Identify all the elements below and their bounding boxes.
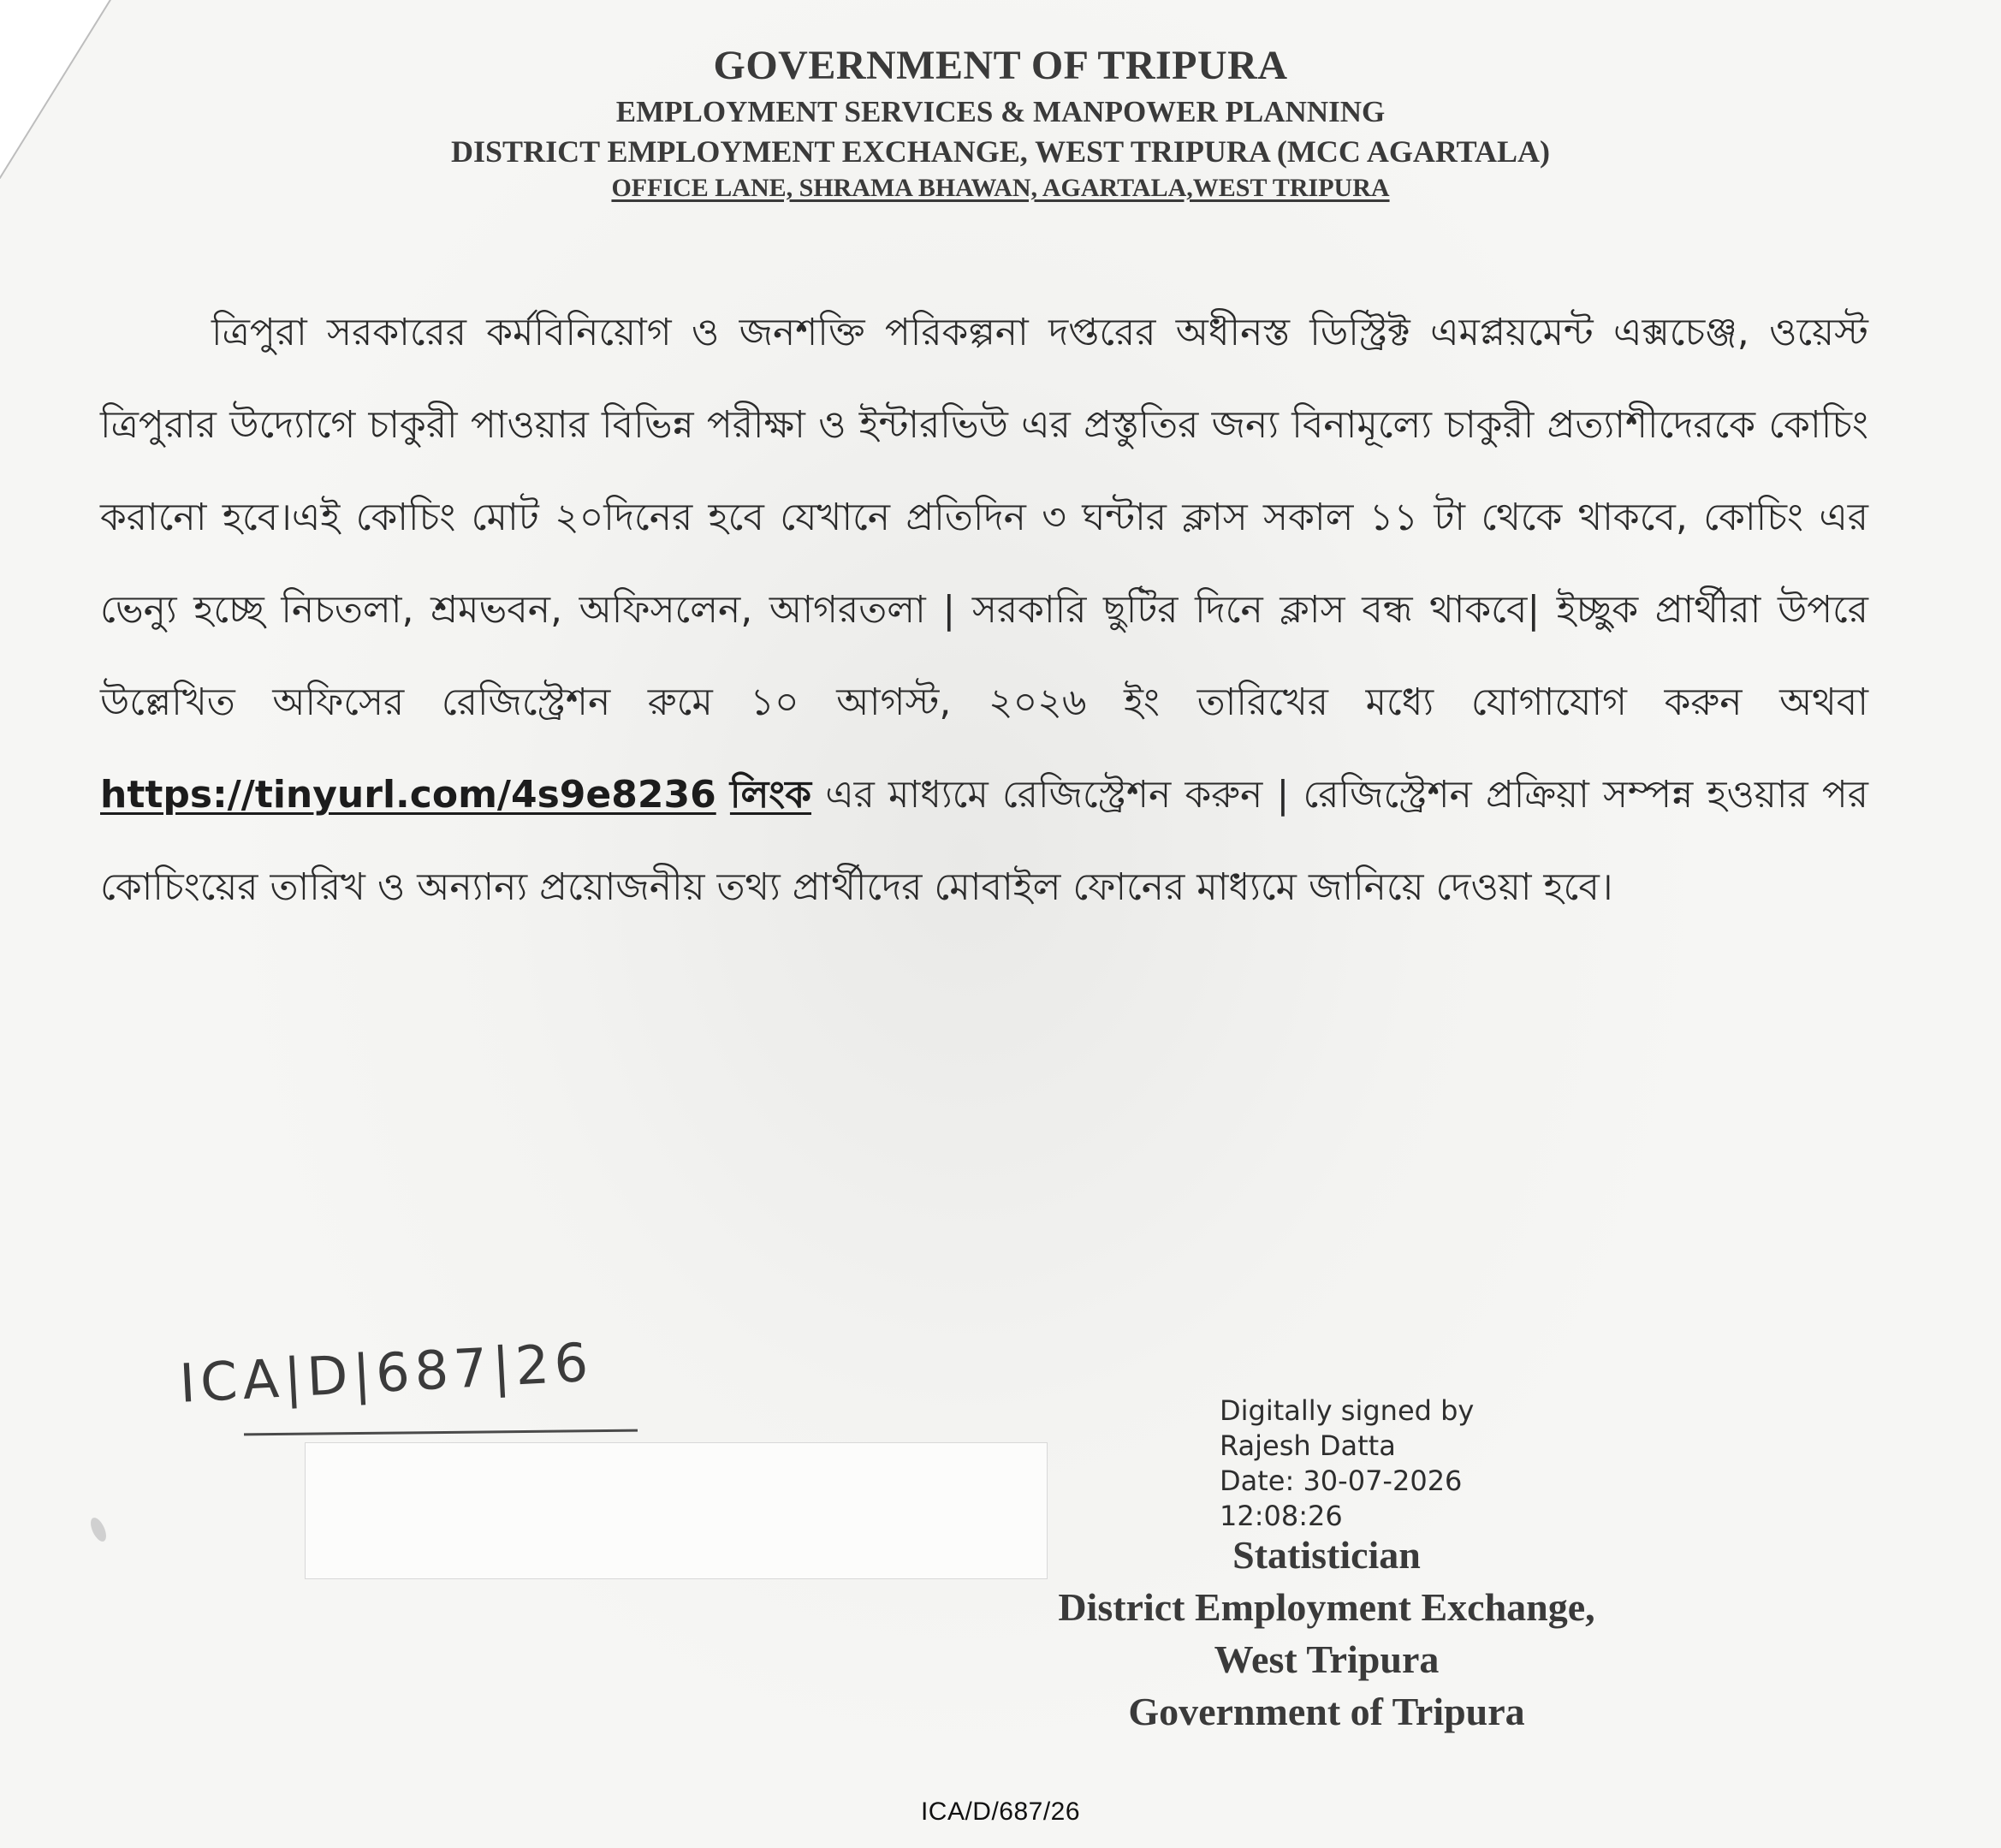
digital-signature-signer: Rajesh Datta: [1220, 1429, 1396, 1462]
registration-link[interactable]: https://tinyurl.com/4s9e8236: [100, 773, 716, 817]
footer-reference-number: ICA/D/687/26: [920, 1797, 1081, 1826]
designation-government: Government of Tripura: [1128, 1690, 1525, 1733]
notice-text-part-1: ত্রিপুরা সরকারের কর্মবিনিয়োগ ও জনশক্তি পরিকল্পনা দপ্তরের অধীনস্ত ডিস্ট্রিক্ট এমপ্লয়মেন্ট এক্সচেঞ্জ, ওয়েস্ট ত্রিপুরার উদ্যোগে চাকুরী পাওয়ার বিভিন্ন পরীক্ষা ও ইন্টারভিউ এর প্রস্তুতির জন্য বিনামূল্যে চাকুরী প্রত্যাশীদেরকে কোচিং করানো হবে।এই কোচিং মোট ২০দিনের হবে যেখানে প্রতিদিন ৩ ঘন্টার ক্লাস সকাল ১১ টা থেকে থাকবে, কোচিং এর ভেন্যু হচ্ছে নিচতলা, শ্রমভবন, অফিসলেন, আগরতলা | সরকারি ছুটির দিনে ক্লাস বন্ধ থাকবে| ইচ্ছুক প্রার্থীরা উপরে উল্লেখিত অফিসের রেজিস্ট্রেশন রুমে ১০ আগস্ট, ২০২৬ ইং তারিখের মধ্যে যোগাযোগ করুন অথবা: [100, 311, 1868, 724]
handwritten-reference: ICA|D|687|26: [178, 1330, 595, 1415]
letterhead-address: OFFICE LANE, SHRAMA BHAWAN, AGARTALA,WEST TRIPURA: [611, 174, 1390, 202]
letterhead: [0, 41, 2001, 205]
letterhead-government: GOVERNMENT OF TRIPURA: [713, 43, 1288, 88]
digital-signature-date: Date: 30-07-2026: [1220, 1465, 1463, 1497]
signatory-designation: [984, 1529, 1669, 1738]
digital-signature-block: [1220, 1393, 1474, 1534]
designation-title: Statistician: [1232, 1533, 1421, 1577]
letterhead-office: DISTRICT EMPLOYMENT EXCHANGE, WEST TRIPURA (MCC AGARTALA): [451, 134, 1550, 169]
notice-text-part-2: এর মাধ্যমে রেজিস্ট্রেশন করুন | রেজিস্ট্রেশন প্রক্রিয়া সম্পন্ন হওয়ার পর কোচিংয়ের তারিখ ও অন্যান্য প্রয়োজনীয় তথ্য প্রার্থীদের মোবাইল ফোনের মাধ্যমে জানিয়ে দেওয়া হবে।: [100, 773, 1868, 909]
digital-signature-line-1: Digitally signed by: [1220, 1394, 1475, 1427]
letterhead-department: EMPLOYMENT SERVICES & MANPOWER PLANNING: [615, 95, 1386, 128]
notice-body: [100, 287, 1868, 934]
registration-link-word[interactable]: লিংক: [729, 773, 812, 817]
redacted-area: [305, 1442, 1048, 1579]
digital-signature-time: 12:08:26: [1220, 1500, 1343, 1532]
designation-district: West Tripura: [1214, 1637, 1440, 1681]
designation-office: District Employment Exchange,: [1058, 1585, 1595, 1629]
